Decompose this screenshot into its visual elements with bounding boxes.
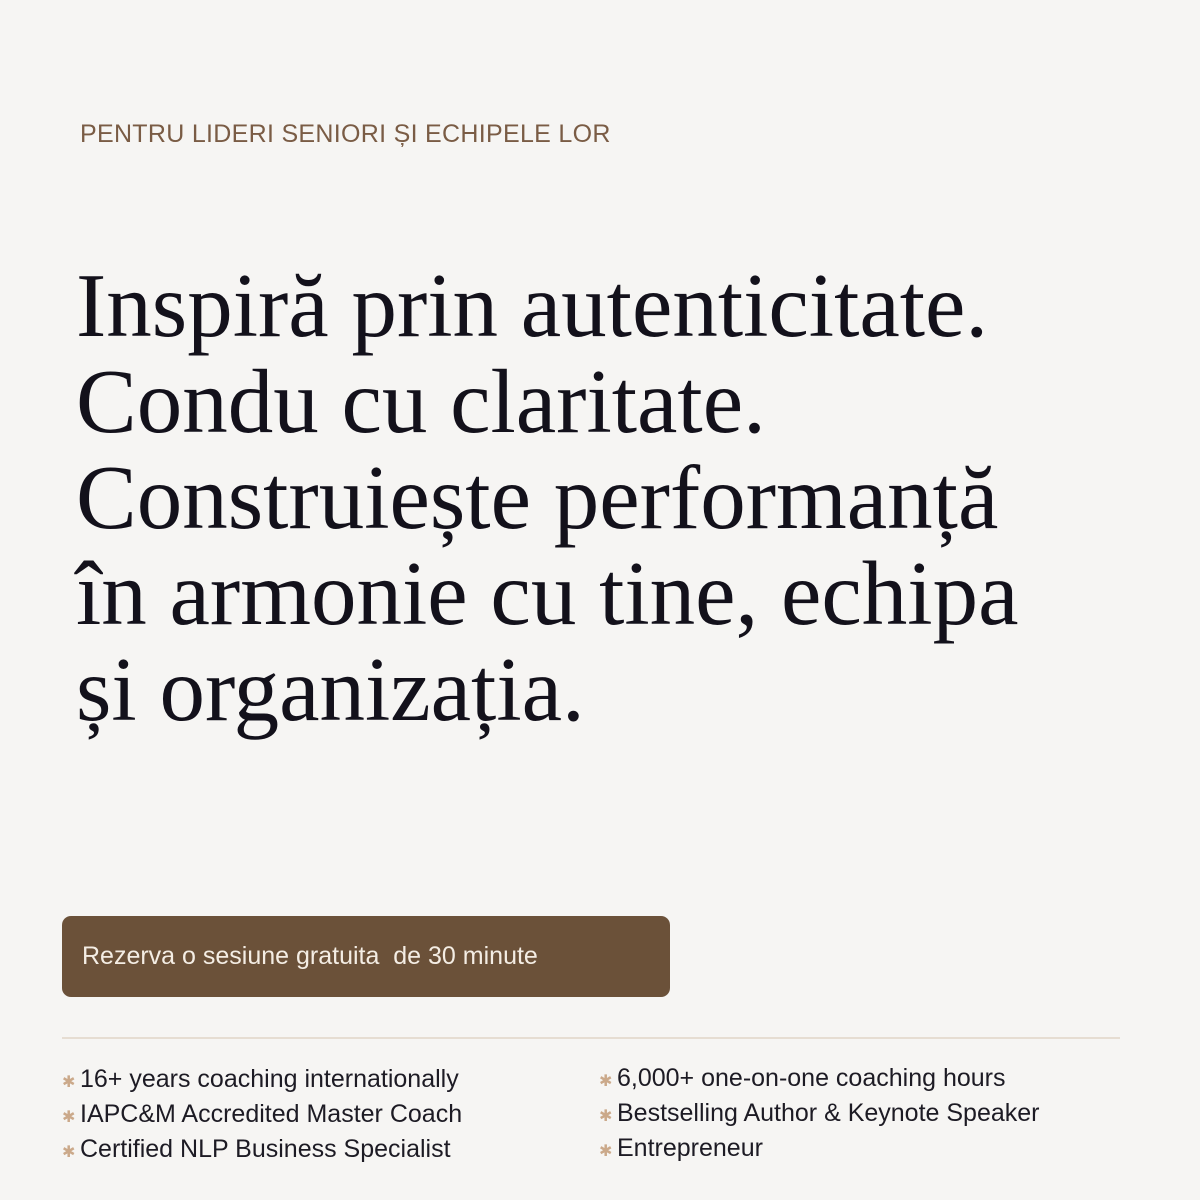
credential-item bbox=[599, 1131, 1040, 1166]
headline-line: Construiește performanță bbox=[76, 447, 999, 548]
credential-item bbox=[62, 1132, 462, 1167]
credential-item bbox=[599, 1061, 1040, 1096]
hero-headline bbox=[76, 255, 1176, 740]
asterisk-icon: ✱ bbox=[599, 1106, 613, 1125]
divider bbox=[62, 1037, 1120, 1039]
credentials-list-right bbox=[599, 1061, 1040, 1166]
book-session-button-label: Rezerva o sesiune gratuita de 30 minute bbox=[82, 942, 538, 970]
credential-text: Certified NLP Business Specialist bbox=[80, 1135, 451, 1163]
credential-text: 6,000+ one-on-one coaching hours bbox=[617, 1064, 1006, 1092]
credential-text: IAPC&M Accredited Master Coach bbox=[80, 1100, 463, 1128]
asterisk-icon: ✱ bbox=[599, 1071, 613, 1090]
eyebrow-tagline: PENTRU LIDERI SENIORI ȘI ECHIPELE LOR bbox=[80, 120, 611, 148]
asterisk-icon: ✱ bbox=[62, 1072, 76, 1091]
credential-item bbox=[62, 1062, 462, 1097]
asterisk-icon: ✱ bbox=[599, 1141, 613, 1160]
headline-line: în armonie cu tine, echipa bbox=[76, 543, 1019, 644]
asterisk-icon: ✱ bbox=[62, 1107, 76, 1126]
headline-line: Condu cu claritate. bbox=[76, 351, 766, 452]
headline-line: și organizația. bbox=[76, 639, 585, 740]
headline-line: Inspiră prin autenticitate. bbox=[76, 255, 989, 356]
credential-item bbox=[599, 1096, 1040, 1131]
book-session-button[interactable] bbox=[62, 916, 670, 997]
credential-text: Entrepreneur bbox=[617, 1134, 763, 1162]
credential-item bbox=[62, 1097, 462, 1132]
credential-text: Bestselling Author & Keynote Speaker bbox=[617, 1099, 1040, 1127]
credentials-list-left bbox=[62, 1062, 462, 1167]
credential-text: 16+ years coaching internationally bbox=[80, 1065, 459, 1093]
asterisk-icon: ✱ bbox=[62, 1142, 76, 1161]
